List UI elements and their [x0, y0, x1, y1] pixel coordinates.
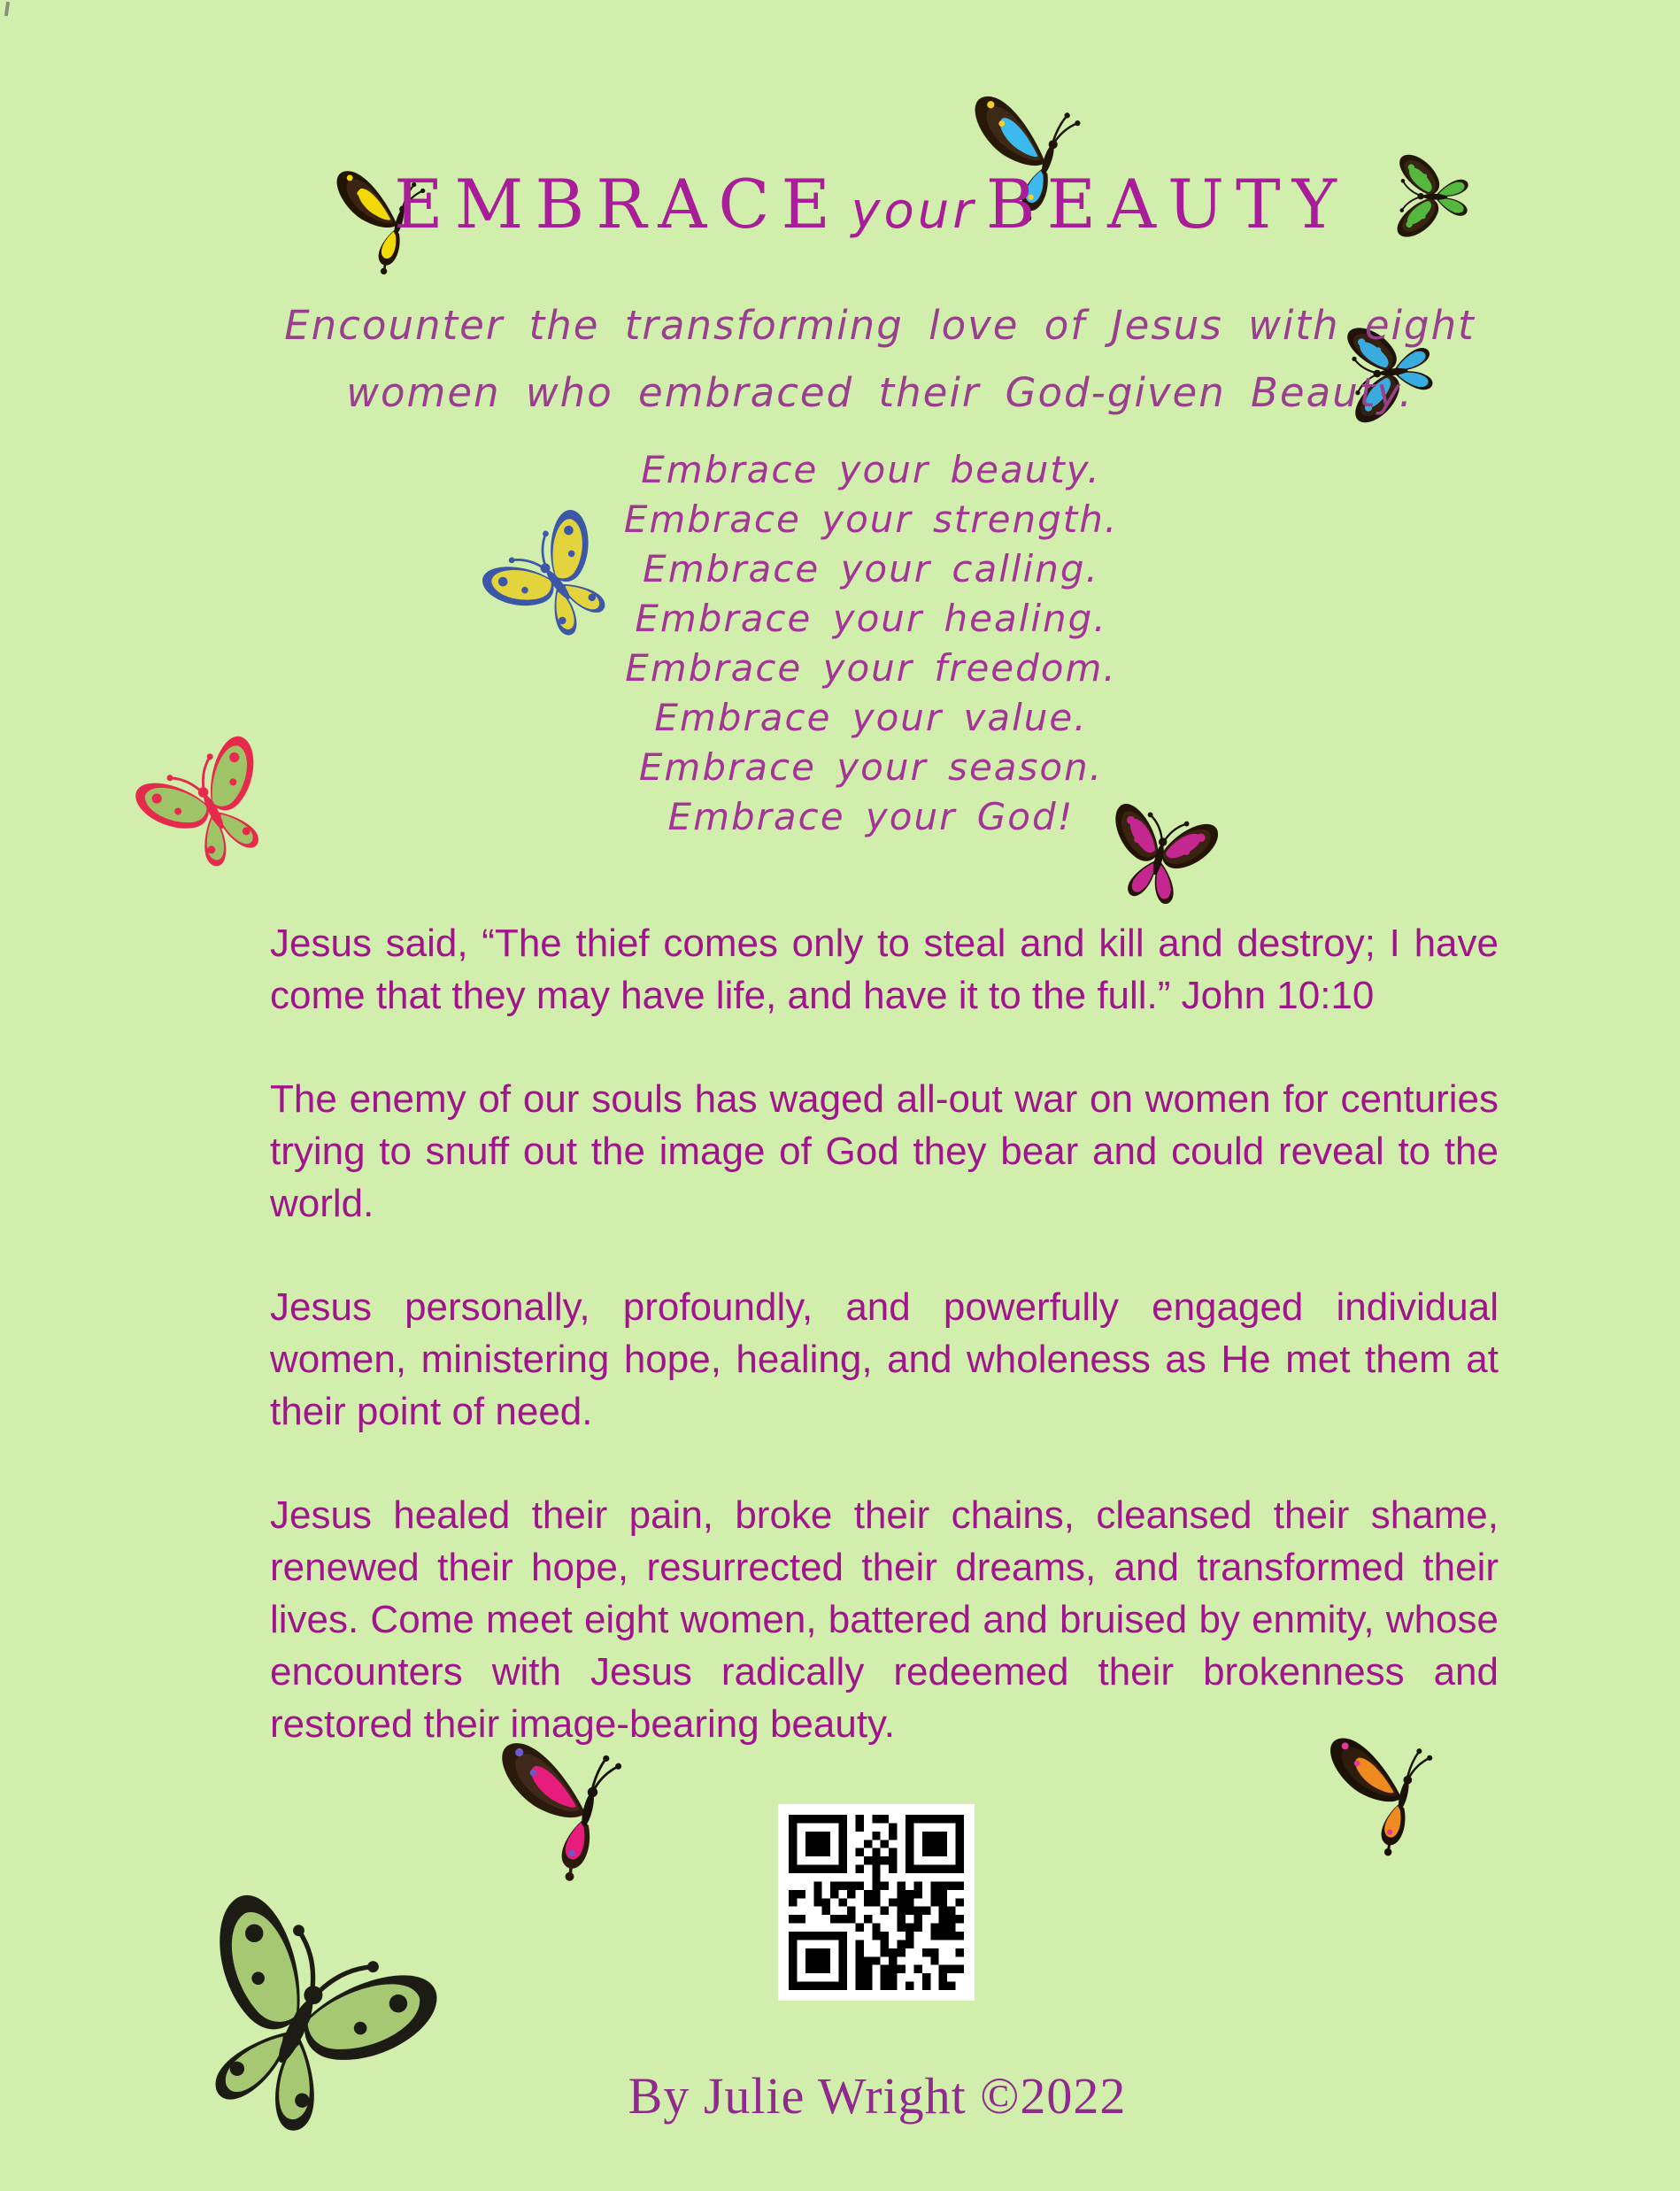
- embrace-list-item: Embrace your healing.: [635, 597, 1107, 640]
- embrace-list-item: Embrace your freedom.: [625, 646, 1117, 690]
- paragraph-jesus-healed: Jesus healed their pain, broke their chains, cleansed their shame, renewed their hope, resurrected their dreams, and transformed their lives. Come meet eight women, battered and bruised by enmity, whose encounters with Jesus radically redeemed their brokenness and restored their image-bearing beauty.: [270, 1493, 1499, 1746]
- subtitle-line-1: Encounter the transforming love of Jesus with eight: [284, 302, 1476, 349]
- title-word-embrace: EMBRACE: [394, 165, 842, 243]
- title-word-beauty: BEAUTY: [985, 165, 1348, 243]
- subtitle: [0, 292, 1680, 427]
- embrace-list-item: Embrace your season.: [638, 745, 1104, 789]
- butterfly-green-black-icon: [127, 1840, 480, 2190]
- author-credit: By Julie Wright ©2022: [628, 2067, 1127, 2125]
- body-text: [270, 917, 1499, 1750]
- subtitle-line-2: women who embraced their God-given Beauty.: [346, 369, 1414, 416]
- scan-artifact-mark: [4, 2, 10, 16]
- title-word-your: your: [851, 182, 977, 240]
- page-title: [0, 165, 1680, 243]
- embrace-list: [0, 445, 1680, 842]
- embrace-list-item: Embrace your strength.: [623, 498, 1119, 541]
- embrace-list-item: Embrace your beauty.: [641, 448, 1101, 491]
- qr-code-pattern: [789, 1815, 964, 1990]
- paragraph-jesus-engaged: Jesus personally, profoundly, and powerfully engaged individual women, ministering hope, healing, and wholeness as He met them at their point of need.: [270, 1285, 1499, 1433]
- embrace-list-item: Embrace your calling.: [643, 547, 1099, 590]
- embrace-list-item: Embrace your God!: [667, 795, 1075, 838]
- embrace-list-item: Embrace your value.: [654, 696, 1088, 739]
- qr-code: [778, 1804, 975, 2001]
- paragraph-enemy: The enemy of our souls has waged all-out war on women for centuries trying to snuff out the image of God they bear and could reveal to the world.: [270, 1077, 1499, 1225]
- paragraph-john-10-10: Jesus said, “The thief comes only to steal and kill and destroy; I have come that they may have life, and have it to the full.” John 10:10: [270, 922, 1499, 1017]
